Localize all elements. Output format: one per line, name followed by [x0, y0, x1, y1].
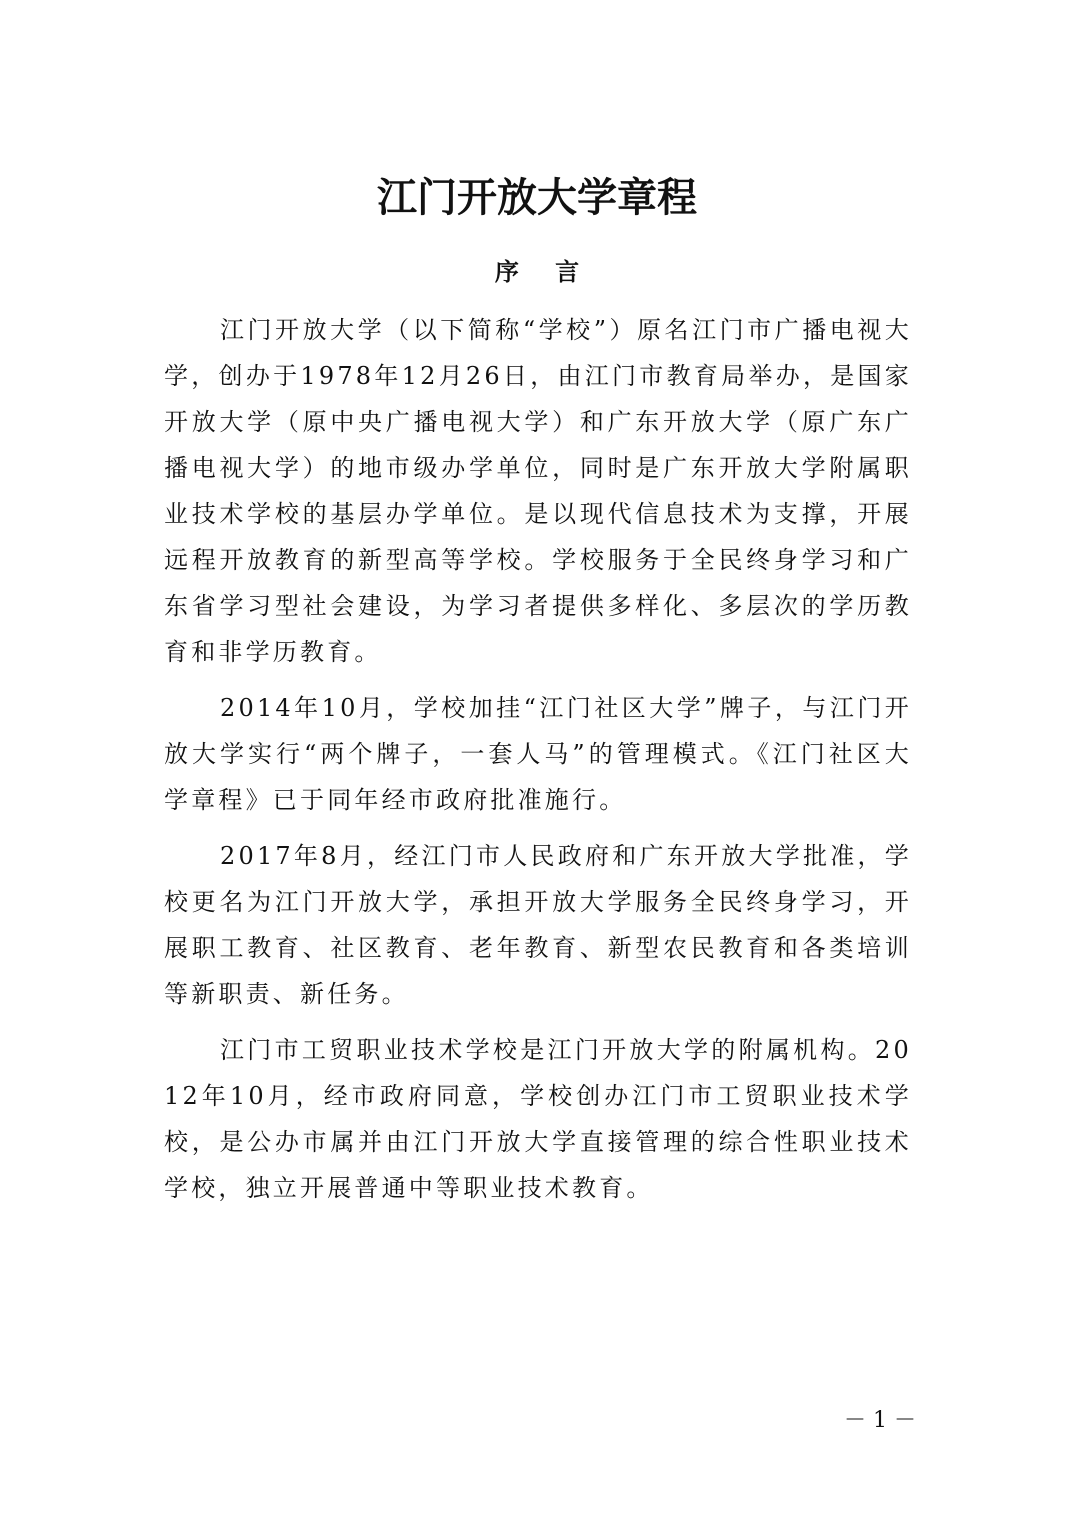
- document-title: 江门开放大学章程: [377, 173, 697, 221]
- paragraph-3: 2017年8月，经江门市人民政府和广东开放大学批准，学校更名为江门开放大学，承担开放大学服务全民终身学习，开展职工教育、社区教育、老年教育、新型农民教育和各类培训等新职责、新任务。: [164, 842, 912, 1008]
- paragraph-1: 江门开放大学（以下简称“学校”）原名江门市广播电视大学，创办于1978年12月26日，由江门市教育局举办，是国家开放大学（原中央广播电视大学）和广东开放大学（原广东广播电视大学）的地市级办学单位，同时是广东开放大学附属职业技术学校的基层办学单位。是以现代信息技术为支撑，开展远程开放教育的新型高等学校。学校服务于全民终身学习和广东省学习型社会建设，为学习者提供多样化、多层次的学历教育和非学历教育。: [164, 316, 912, 666]
- page-number: － 1 －: [844, 1408, 916, 1433]
- document-body: [164, 307, 912, 1211]
- paragraph-4: 江门市工贸职业技术学校是江门开放大学的附属机构。2012年10月，经市政府同意，学校创办江门市工贸职业技术学校，是公办市属并由江门开放大学直接管理的综合性职业技术学校，独立开展普通中等职业技术教育。: [164, 1036, 912, 1202]
- section-heading: 序 言: [494, 258, 594, 286]
- paragraph-2: 2014年10月，学校加挂“江门社区大学”牌子，与江门开放大学实行“两个牌子，一套人马”的管理模式。《江门社区大学章程》已于同年经市政府批准施行。: [164, 694, 912, 814]
